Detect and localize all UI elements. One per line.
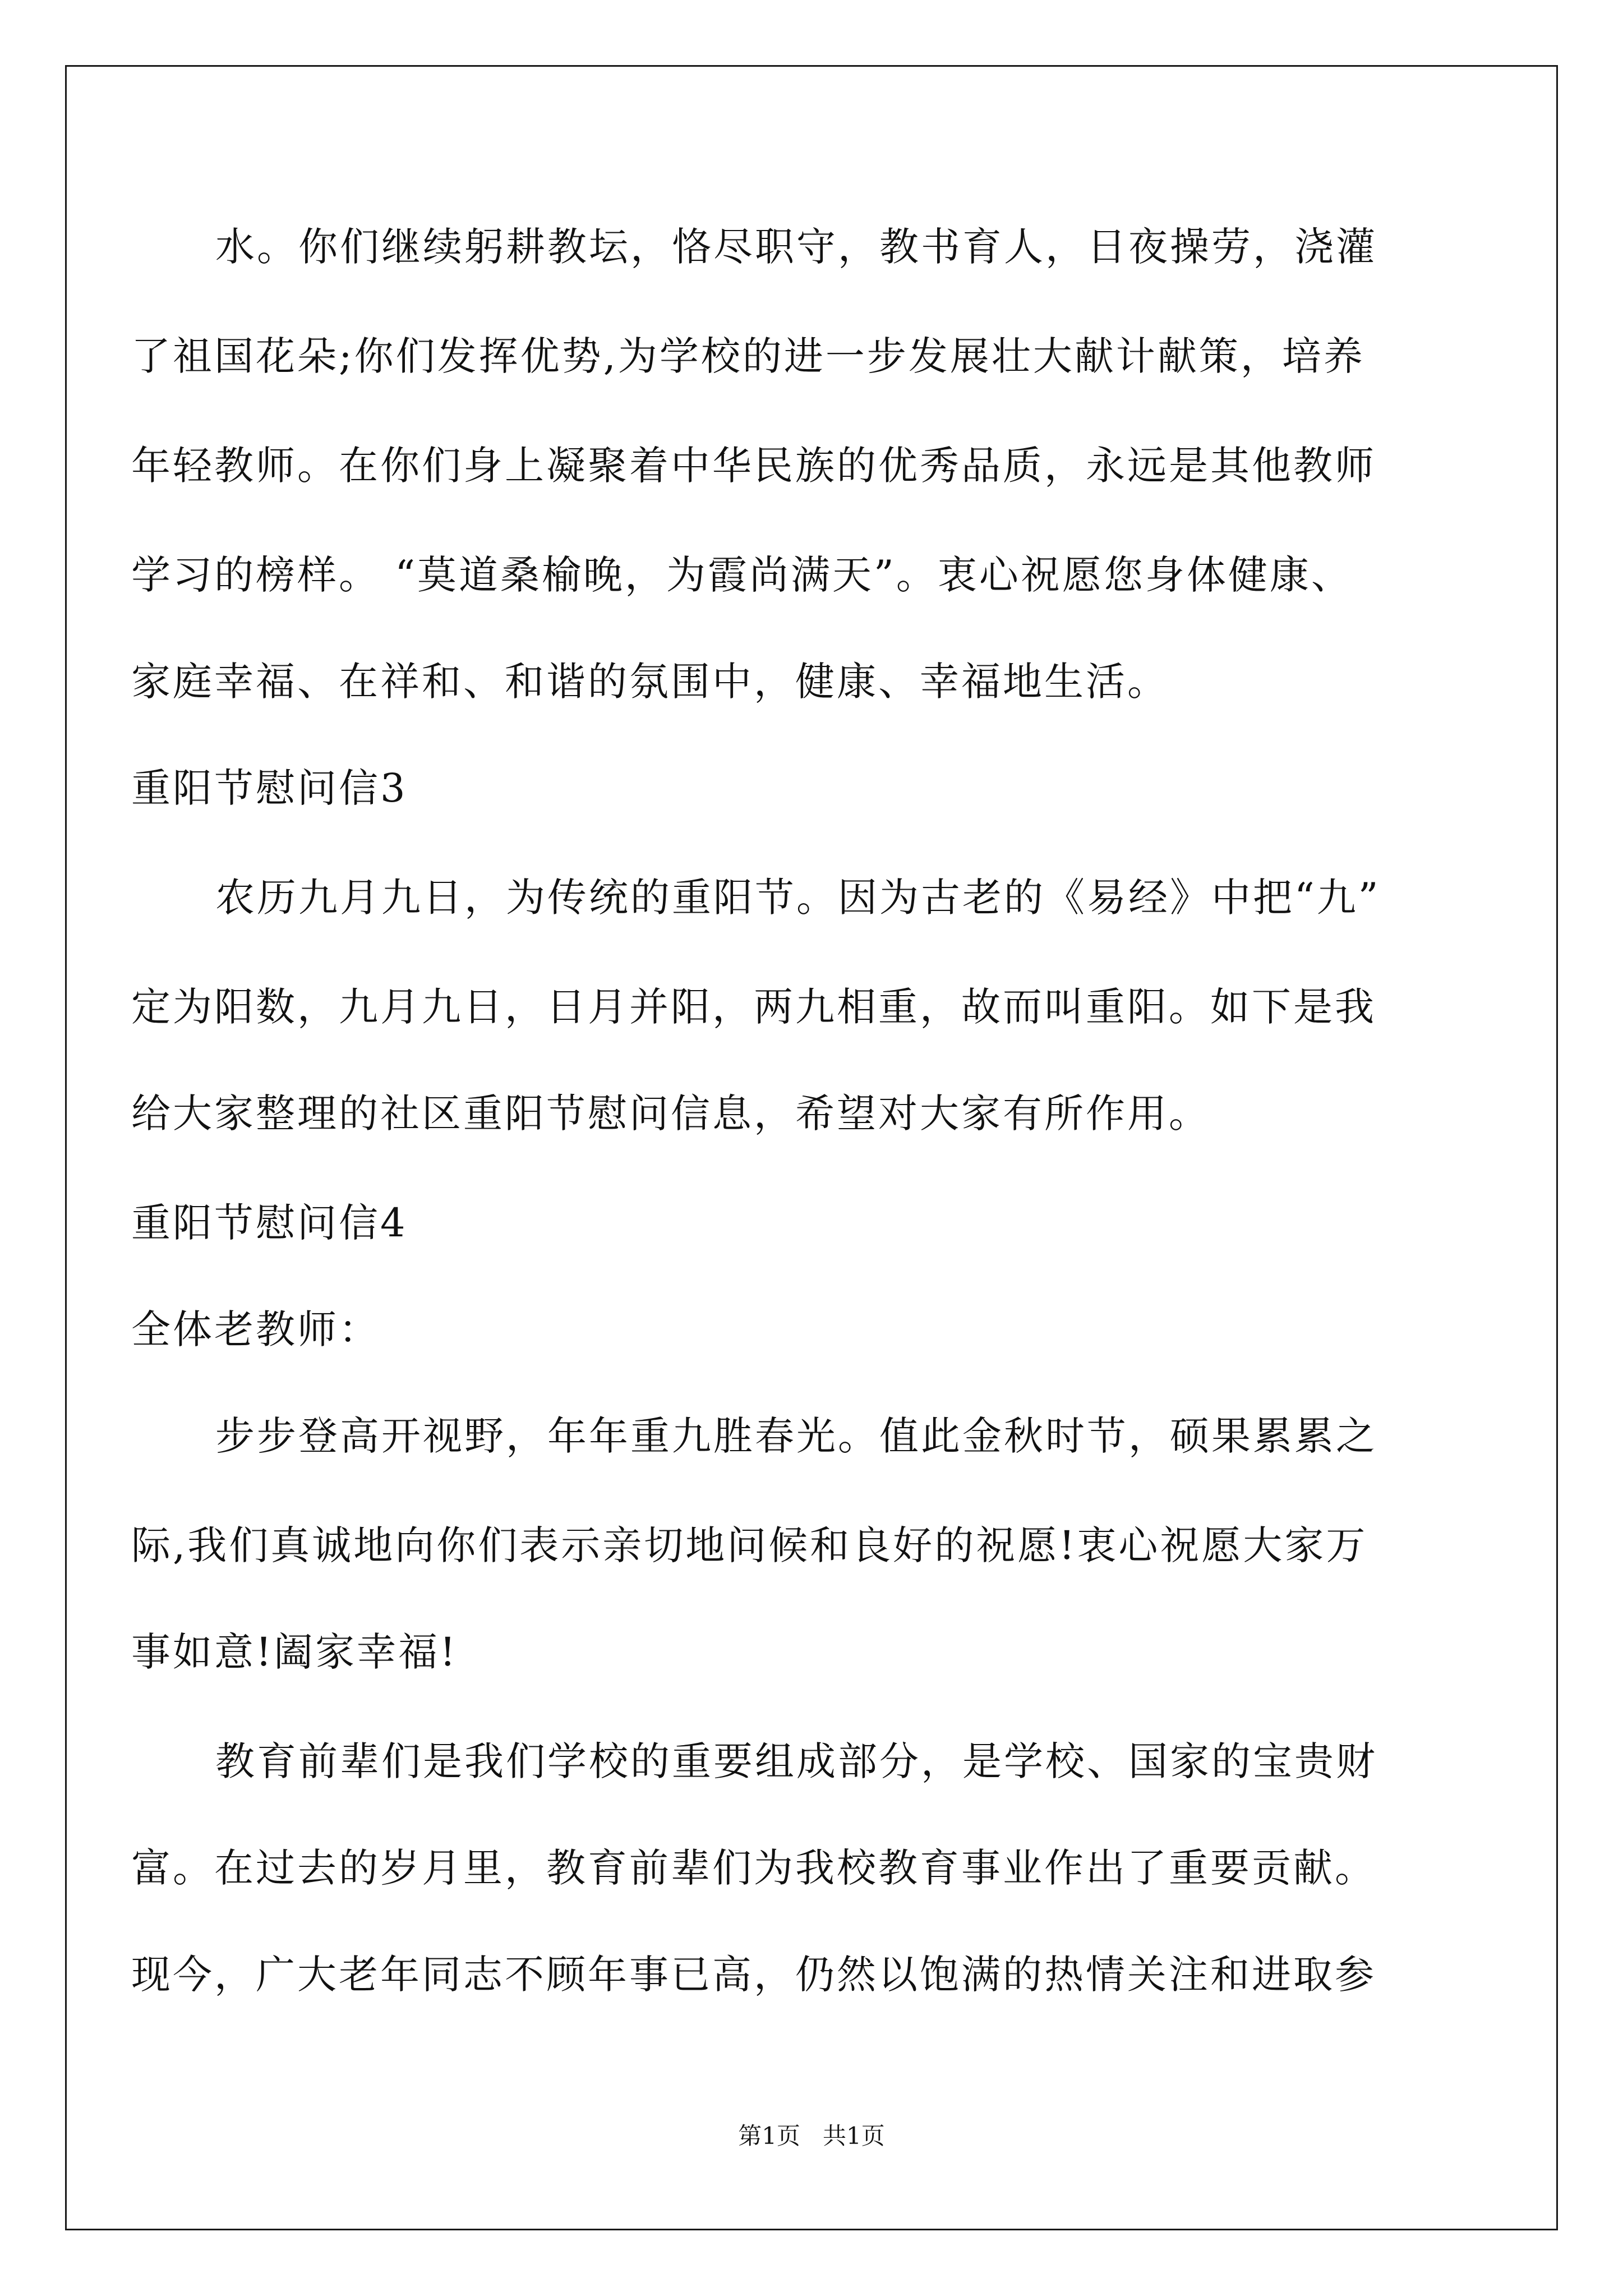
paragraph-line: 现今，广大老年同志不顾年事已高，仍然以饱满的热情关注和进取参 — [131, 1952, 1376, 1998]
section-heading: 重阳节慰问信4 — [131, 1200, 408, 1246]
page-footer — [0, 2119, 1623, 2153]
paragraph-line: 水。你们继续躬耕教坛，恪尽职守，教书育人，日夜操劳，浇灌 — [215, 224, 1377, 270]
paragraph-line: 给大家整理的社区重阳节慰问信息，希望对大家有所作用。 — [131, 1091, 1210, 1137]
section-heading: 重阳节慰问信3 — [131, 765, 408, 811]
paragraph-line: 学习的榜样。 “莫道桑榆晚，为霞尚满天”。衷心祝愿您身体健康、 — [131, 552, 1353, 598]
page-border — [65, 65, 1558, 2230]
paragraph-line: 教育前辈们是我们学校的重要组成部分，是学校、国家的宝贵财 — [215, 1738, 1377, 1784]
paragraph-line: 事如意!阖家幸福! — [131, 1629, 458, 1675]
paragraph-line: 家庭幸福、在祥和、和谐的氛围中，健康、幸福地生活。 — [131, 659, 1169, 705]
paragraph-line: 际,我们真诚地向你们表示亲切地问候和良好的祝愿!衷心祝愿大家万 — [131, 1522, 1368, 1568]
page-total: 共1页 — [823, 2122, 885, 2150]
paragraph-line: 富。在过去的岁月里，教育前辈们为我校教育事业作出了重要贡献。 — [131, 1845, 1376, 1891]
paragraph-line: 年轻教师。在你们身上凝聚着中华民族的优秀品质，永远是其他教师 — [131, 443, 1376, 489]
paragraph-line: 步步登高开视野，年年重九胜春光。值此金秋时节，硕果累累之 — [215, 1413, 1377, 1459]
page-number: 第1页 — [738, 2122, 800, 2150]
paragraph-line: 了祖国花朵;你们发挥优势,为学校的进一步发展壮大献计献策，培养 — [131, 333, 1365, 379]
salutation: 全体老教师： — [131, 1306, 380, 1352]
paragraph-line: 定为阳数，九月九日，日月并阳，两九相重，故而叫重阳。如下是我 — [131, 984, 1376, 1030]
paragraph-line: 农历九月九日，为传统的重阳节。因为古老的《易经》中把“九” — [215, 875, 1381, 921]
